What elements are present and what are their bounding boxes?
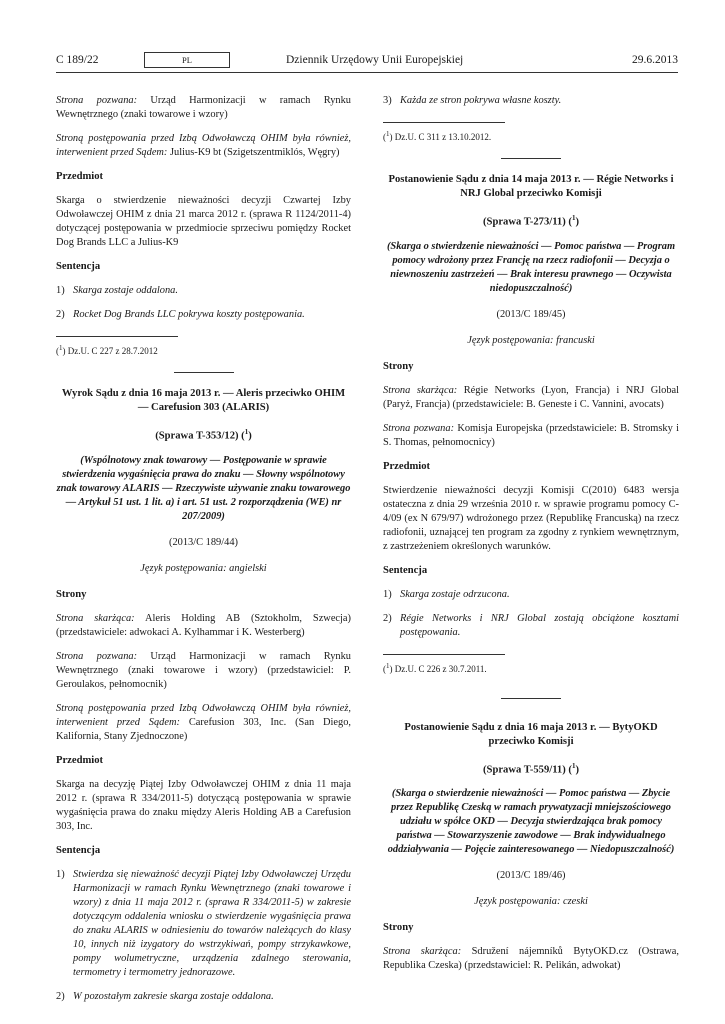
footnote-rule (383, 654, 505, 655)
section-separator (501, 158, 561, 159)
journal-title: Dziennik Urzędowy Unii Europejskiej (286, 54, 464, 66)
case-title: Postanowienie Sądu z dnia 16 maja 2013 r. — BytyOKD przeciwko Komisji (404, 721, 658, 747)
section-heading: Sentencja (383, 564, 428, 576)
section-heading: Sentencja (56, 844, 101, 856)
footnote-rule (383, 122, 505, 123)
intervener-paragraph: Stroną postępowania przed Izbą Odwoławczą OHIM była również, interwenient przed Sądem: Julius-K9 bt (Szigetszentmiklós, Węgry) (56, 133, 351, 158)
case-language: Język postępowania: czeski (474, 896, 588, 908)
subject-text: Skarga na decyzję Piątej Izby Odwoławczej OHIM z dnia 11 maja 2012 r. (sprawa R 334/2011-5) dotyczącą postępowania w sprawie wygaśnięcia prawa do znaku między Aleris Holding AB a Carefusion 303, Inc. (56, 778, 351, 832)
footnote: ($^1$) Dz.U. C 227 z 28.7.2012 (56, 344, 158, 356)
defendant-paragraph: Strona pozwana: Urząd Harmonizacji w ramach Rynku Wewnętrznego (znaki towarowe i wzory) (56, 95, 351, 120)
journal-page-ref: C 189/22 (56, 54, 99, 66)
case-number: (Sprawa T-559/11) ($^1$) (483, 761, 579, 776)
intervener-paragraph: Stroną postępowania przed Izbą Odwoławczą OHIM była również, interwenient przed Sądem: Carefusion 303, Inc. (San Diego, Kalifornia, Stany Zjednoczone) (56, 702, 352, 742)
applicant-paragraph: Strona skarżąca: Aleris Holding AB (Sztokholm, Szwecja) (przedstawiciele: adwokaci A. Kylhammar i K. Westerberg) (56, 612, 351, 638)
case-number: (Sprawa T-273/11) ($^1$) (483, 214, 579, 228)
section-separator (174, 372, 234, 373)
case-title: Wyrok Sądu z dnia 16 maja 2013 r. — Aleris przeciwko OHIM — Carefusion 303 (ALARIS) (61, 388, 346, 413)
page-header (56, 50, 678, 74)
applicant-paragraph: Strona skarżąca: Sdružení nájemníků BytyOKD.cz (Ostrawa, Republika Czeska) (przedstawiciel: R. Pelikán, adwokat) (383, 946, 679, 972)
right-column (383, 94, 679, 983)
section-heading: Przedmiot (56, 754, 104, 766)
footnote: ($^1$) Dz.U. C 226 z 30.7.2011. (383, 661, 487, 674)
header-rule (56, 72, 678, 73)
section-heading: Przedmiot (56, 171, 104, 182)
defendant-paragraph: Strona pozwana: Komisja Europejska (przedstawiciele: B. Stromsky i S. Thomas, pełnomocnicy) (383, 422, 679, 448)
applicant-paragraph: Strona skarżąca: Régie Networks (Lyon, Francja) i NRJ Global (Paryż, Francja) (przedstawiciele: B. Geneste i C. Vannini, avocats) (383, 384, 680, 410)
section-heading: Sentencja (56, 261, 101, 272)
case-keywords: (Skarga o stwierdzenie nieważności — Pomoc państwa — Program pomocy wdrożony przez Francję na rzecz radiofonii — Decyzja o niewnoszeniu zastrzeżeń — Brak interesu prawnego — Oczywista niedopuszczalność) (386, 240, 676, 294)
case-language: Język postępowania: francuski (467, 334, 595, 346)
section-heading: Strony (383, 360, 414, 372)
subject-text: Skarga o stwierdzenie nieważności decyzji Czwartej Izby Odwoławczej OHIM z dnia 21 marca 2012 r. (sprawa R 1124/2011-4) dotyczącej postępowania w przedmiocie sprzeciwu pomiędzy Rocket Dog Brands LLC a Julius-K9 (56, 195, 351, 248)
case-title: Postanowienie Sądu z dnia 14 maja 2013 r. — Régie Networks i NRJ Global przeciwko Komisji (388, 174, 674, 199)
case-keywords: (Wspólnotowy znak towarowy — Postępowanie w sprawie stwierdzenia wygaśnięcia prawa do znaku — Słowny wspólnotowy znak towarowy ALARIS — Rzeczywiste używanie znaku towarowego — Artykuł 51 ust. 1 lit. a) i art. 51 ust. 2 rozporządzenia (WE) nr 207/2009) (56, 454, 351, 522)
section-heading: Strony (56, 588, 87, 600)
case-reference: (2013/C 189/44) (169, 536, 238, 548)
case-reference: (2013/C 189/46) (496, 870, 566, 882)
list-item: 1) Stwierdza się nieważność decyzji Piątej Izby Odwoławczej Urzędu Harmonizacji w ramach Rynku Wewnętrznego (znaki towarowe i wzory) z dnia 11 maja 2012 r. (sprawa R 334/2011-5) w zakresie dotyczącym oddalenia wniosku o stwierdzenie wygaśnięcia prawa do znaku ALARIS w odniesieniu do towarów należących do klasy 10, innych niż izygatory do wstrzykiwań, pompy strzykawkowe, pompy wolumetryczne, urządzenia zdalnego sterowania, termometry i termometry jednorazowe. (56, 868, 351, 978)
footnote-rule (56, 336, 178, 337)
list-item: 2) W pozostałym zakresie skarga zostaje oddalona. (56, 990, 274, 1002)
defendant-paragraph: Strona pozwana: Urząd Harmonizacji w ramach Rynku Wewnętrznego (znaki towarowe i wzory) (przedstawiciel: P. Geroulakos, pełnomocnik) (56, 650, 351, 690)
list-item: 2) Régie Networks i NRJ Global zostają obciążone kosztami postępowania. (383, 612, 679, 638)
case-keywords: (Skarga o stwierdzenie nieważności — Pomoc państwa — Zbycie przez Republikę Czeską w ramach prywatyzacji mniejszościowego udziału w spółce OKD — Decyzja stwierdzająca brak pomocy państwa — Stowarzyszenie zawodowe — Brak indywidualnego oddziaływania — Pojęcie zainteresowanego — Niedopuszczalność) (387, 788, 675, 856)
language-box: PL (144, 52, 230, 68)
case-reference: (2013/C 189/45) (496, 308, 566, 320)
left-column (56, 94, 351, 1014)
list-item: 3) Każda ze stron pokrywa własne koszty. (383, 95, 562, 106)
list-item: 2) Rocket Dog Brands LLC pokrywa koszty postępowania. (56, 309, 305, 320)
list-item: 1) Skarga zostaje oddalona. (56, 285, 178, 296)
section-heading: Przedmiot (383, 460, 431, 472)
case-number: (Sprawa T-353/12) ($^1$) (155, 428, 252, 442)
journal-date: 29.6.2013 (632, 54, 678, 66)
section-heading: Strony (383, 922, 414, 934)
subject-text: Stwierdzenie nieważności decyzji Komisji C(2010) 6483 wersja ostateczna z dnia 29 września 2010 r. w sprawie programu pomocy C-4/09 (ex N 679/97) wdrożonego przez (Republikę Francuską) na rzecz radiofonii, uznającej ten program za zgodny z rynkiem wewnętrznym, z zastrzeżeniem określonych warunków. (383, 484, 679, 552)
footnote: ($^1$) Dz.U. C 311 z 13.10.2012. (383, 130, 492, 142)
case-language: Język postępowania: angielski (140, 562, 267, 574)
list-item: 1) Skarga zostaje odrzucona. (383, 588, 510, 600)
section-separator (501, 698, 561, 699)
